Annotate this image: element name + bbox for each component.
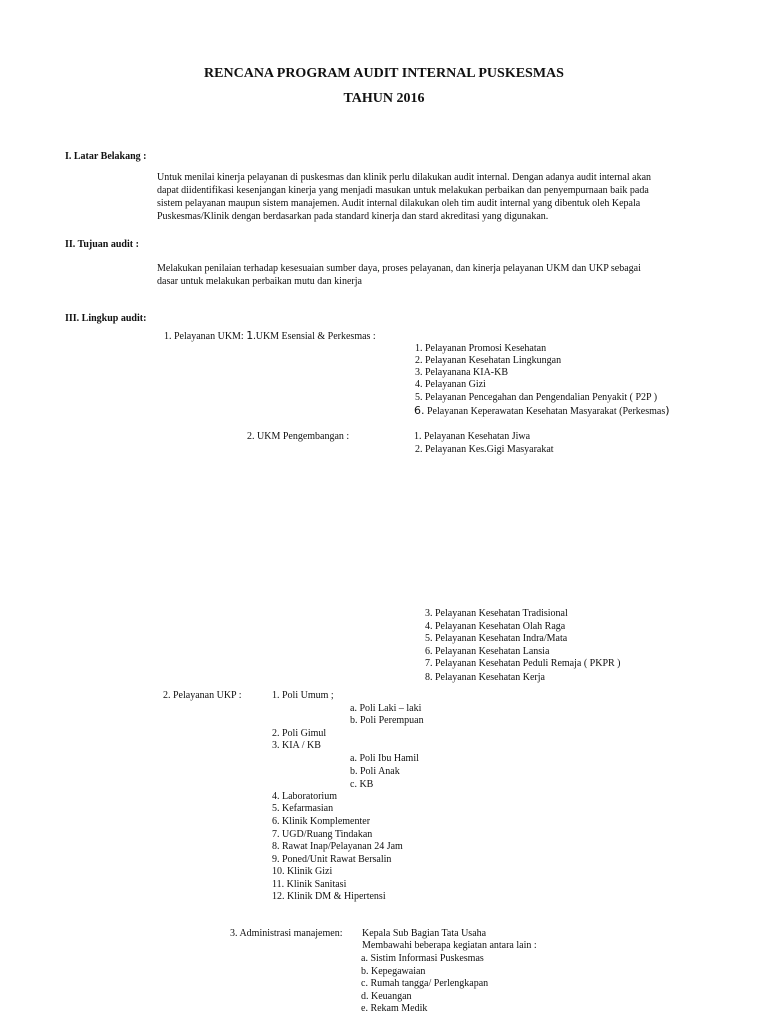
- list-item-number: 6.: [414, 404, 425, 417]
- list-item: 5. Pelayanan Pencegahan dan Pengendalian Penyakit ( P2P ): [415, 392, 658, 403]
- ukp-label: 2. Pelayanan UKP :: [163, 690, 242, 701]
- paragraph-line: Untuk menilai kinerja pelayanan di puskesmas dan klinik perlu dilakukan audit internal. Dengan adanya audit internal akan: [157, 172, 652, 183]
- list-item: 6. Klinik Komplementer: [272, 816, 371, 827]
- list-item: 6. Pelayanan Kesehatan Lansia: [425, 646, 550, 657]
- section-heading-lingkup: III. Lingkup audit:: [65, 313, 147, 324]
- list-item: c. Rumah tangga/ Perlengkapan: [361, 978, 489, 989]
- list-item: 3. Pelayanana KIA-KB: [415, 367, 509, 378]
- admin-label: 3. Administrasi manajemen:: [230, 928, 343, 939]
- list-item: 2. Pelayanan Kesehatan Lingkungan: [415, 355, 562, 366]
- list-item: b. Kepegawaian: [361, 966, 426, 977]
- list-item: d. Keuangan: [361, 991, 412, 1002]
- ukm-label: [164, 329, 376, 342]
- ukm-pengembangan-label: 2. UKM Pengembangan :: [247, 431, 350, 442]
- list-item: 1. Pelayanan Promosi Kesehatan: [415, 343, 547, 354]
- list-item: b. Poli Perempuan: [350, 715, 424, 726]
- list-item: 8. Rawat Inap/Pelayanan 24 Jam: [272, 841, 403, 852]
- paragraph-line: sistem pelayanan maupun sistem manajemen. Audit internal dilakukan oleh tim audit internal yang dibentuk oleh Kepala: [157, 198, 641, 209]
- list-item: 5. Kefarmasian: [272, 803, 334, 814]
- document-title: RENCANA PROGRAM AUDIT INTERNAL PUSKESMAS: [204, 66, 564, 81]
- ukm-label-prefix: 1. Pelayanan UKM:: [164, 331, 244, 342]
- ukm-label-rest: .UKM Esensial & Perkesmas :: [253, 331, 376, 342]
- document-subtitle: TAHUN 2016: [343, 91, 425, 106]
- paragraph-line: Puskesmas/Klinik dengan berdasarkan pada standard kinerja dan stard akreditasi yang digunakan.: [157, 211, 549, 222]
- list-item: a. Poli Laki – laki: [350, 703, 422, 714]
- paragraph-line: Melakukan penilaian terhadap kesesuaian sumber daya, proses pelayanan, dan kinerja pelayanan UKM dan UKP sebagai: [157, 263, 641, 274]
- section-heading-tujuan: II. Tujuan audit :: [65, 239, 139, 250]
- list-item: b. Poli Anak: [350, 766, 400, 777]
- list-item: 1. Pelayanan Kesehatan Jiwa: [414, 431, 531, 442]
- list-item: c. KB: [350, 779, 374, 790]
- list-item: 8. Pelayanan Kesehatan Kerja: [425, 672, 545, 683]
- list-item: 4. Pelayanan Gizi: [415, 379, 486, 390]
- list-item: 4. Pelayanan Kesehatan Olah Raga: [425, 621, 566, 632]
- list-item: 7. Pelayanan Kesehatan Peduli Remaja ( PKPR ): [425, 658, 621, 669]
- list-item: 2. Pelayanan Kes.Gigi Masyarakat: [415, 444, 554, 455]
- ukm-label-number: 1: [246, 329, 254, 342]
- list-item: 11. Klinik Sanitasi: [272, 879, 347, 890]
- list-item: 4. Laboratorium: [272, 791, 337, 802]
- list-item-text: Pelayanan Keperawatan Kesehatan Masyarakat (Perkesmas: [424, 406, 666, 417]
- list-item: 7. UGD/Ruang Tindakan: [272, 829, 373, 840]
- list-item: 12. Klinik DM & Hipertensi: [272, 891, 386, 902]
- list-item: 1. Poli Umum ;: [272, 690, 334, 701]
- list-item: 10. Klinik Gizi: [272, 866, 333, 877]
- paragraph-line: dasar untuk melakukan perbaikan mutu dan kinerja: [157, 276, 362, 287]
- section-heading-latar-belakang: I. Latar Belakang :: [65, 151, 147, 162]
- list-item: a. Poli Ibu Hamil: [350, 753, 419, 764]
- list-item: 2. Poli Gimul: [272, 728, 327, 739]
- list-item: [414, 404, 670, 417]
- list-item: a. Sistim Informasi Puskesmas: [361, 953, 484, 964]
- list-item: e. Rekam Medik: [361, 1003, 428, 1014]
- paragraph-line: dapat diidentifikasi kesenjangan kinerja yang menjadi masukan untuk melakukan perbaikan dan penyempurnaan baik pada: [157, 185, 649, 196]
- list-item: 5. Pelayanan Kesehatan Indra/Mata: [425, 633, 568, 644]
- list-item: 9. Poned/Unit Rawat Bersalin: [272, 854, 392, 865]
- list-item-close-paren: ): [665, 404, 670, 417]
- list-item: 3. KIA / KB: [272, 740, 321, 751]
- admin-intro: Membawahi beberapa kegiatan antara lain :: [362, 940, 537, 951]
- list-item: 3. Pelayanan Kesehatan Tradisional: [425, 608, 568, 619]
- admin-head: Kepala Sub Bagian Tata Usaha: [362, 928, 487, 939]
